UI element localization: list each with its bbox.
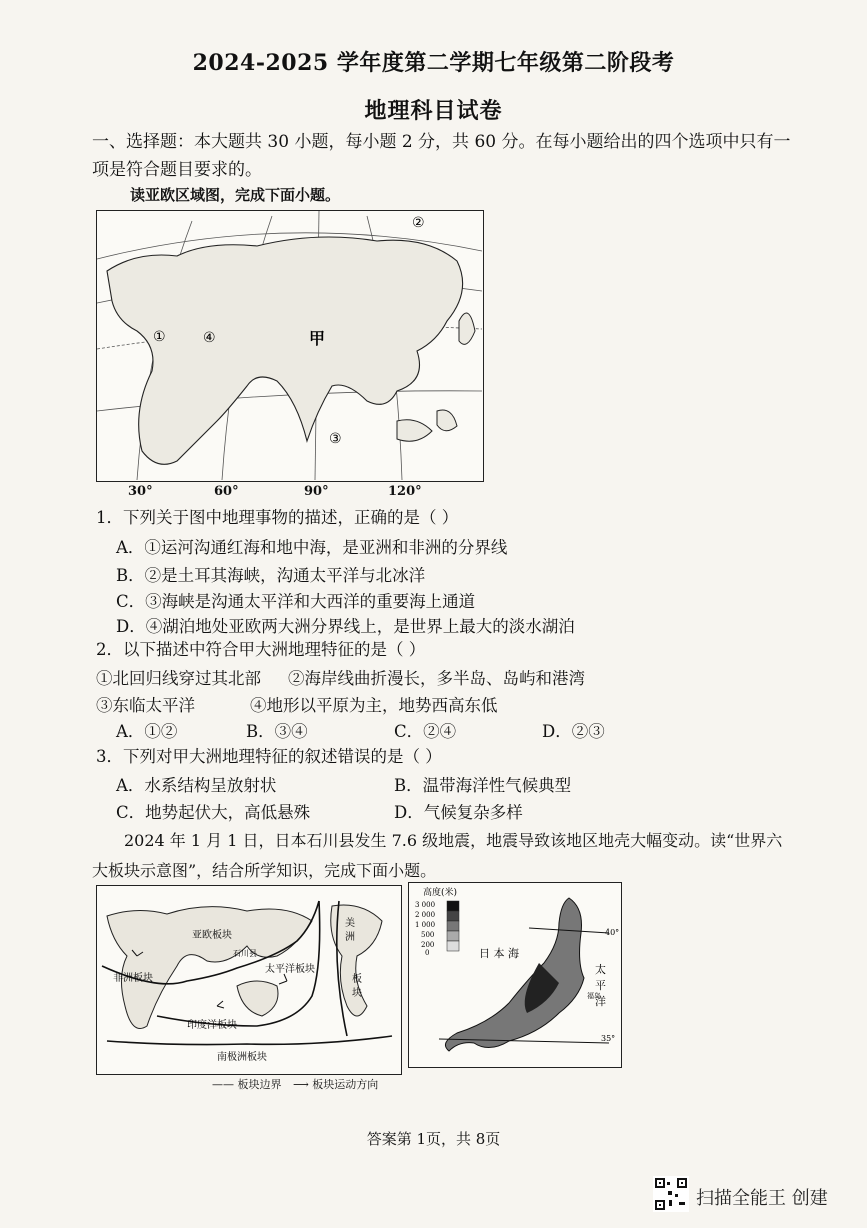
plate-label-america-4: 块	[352, 988, 362, 999]
map1-label-2: ②	[412, 215, 425, 231]
q2-option-b: B．③④	[246, 722, 308, 741]
eurasia-map	[96, 210, 484, 482]
elev-200: 200	[421, 941, 435, 949]
japan-map-drawing	[409, 883, 620, 1066]
q2-option-c: C．②④	[394, 722, 457, 741]
elev-3000: 3 000	[415, 901, 436, 909]
fukushima-label: 福岛	[587, 992, 601, 1000]
elev-2000: 2 000	[415, 911, 436, 919]
plate-label-pacific: 太平洋板块	[265, 964, 315, 975]
map1-label-jia: 甲	[309, 329, 326, 348]
elev-0: 0	[425, 949, 430, 957]
plate-label-america-1: 美	[345, 918, 355, 929]
plate-label-antarctic: 南极洲板块	[217, 1052, 267, 1063]
plates-map-drawing	[97, 886, 400, 1073]
q3-option-a: A．水系结构呈放射状	[116, 776, 277, 795]
q1-option-d: D．④湖泊地处亚欧两大洲分界线上，是世界上最大的淡水湖泊	[116, 617, 575, 636]
pacific-label-2: 平	[595, 979, 606, 992]
question-2-stem: 2．以下描述中符合甲大洲地理特征的是（ ）	[96, 640, 426, 659]
q1-option-a: A．①运河沟通红海和地中海，是亚洲和非洲的分界线	[116, 538, 508, 557]
q2-option-a: A．①②	[116, 722, 178, 741]
q2-item-2: ②海岸线曲折漫长，多半岛、岛屿和港湾	[288, 669, 585, 688]
q3-option-b: B．温带海洋性气候典型	[394, 776, 572, 795]
japan-map	[408, 882, 622, 1068]
question-3-stem: 3．下列对甲大洲地理特征的叙述错误的是（ ）	[96, 747, 442, 766]
sea-of-japan-label: 日 本 海	[479, 947, 519, 960]
q3-option-d: D．气候复杂多样	[394, 803, 523, 822]
plate-label-africa: 非洲板块	[113, 973, 153, 984]
lon-label-90: 90°	[304, 484, 329, 499]
q1-option-b: B．②是土耳其海峡，沟通太平洋与北冰洋	[116, 566, 426, 585]
plate-label-eurasia: 亚欧板块	[192, 930, 232, 941]
page-subtitle: 地理科目试卷	[364, 98, 503, 124]
boundary-legend-line: ——	[212, 1078, 234, 1091]
section-heading: 一、选择题：本大题共 30 小题，每小题 2 分，共 60 分。在每小题给出的四个选项中只有一项是符合题目要求的。	[92, 132, 791, 180]
elevation-legend-title: 高度(米)	[423, 888, 458, 898]
plate-label-america-3: 板	[352, 974, 362, 985]
scanner-watermark: 扫描全能王 创建	[696, 1188, 828, 1209]
pacific-label-3: 洋	[595, 995, 606, 1008]
question-1-stem: 1．下列关于图中地理事物的描述，正确的是（ ）	[96, 508, 459, 527]
elev-1000: 1 000	[415, 921, 436, 929]
eurasia-map-drawing	[97, 211, 482, 480]
lon-label-120: 120°	[388, 484, 422, 499]
motion-legend-label: 板块运动方向	[312, 1078, 379, 1091]
q2-item-1: ①北回归线穿过其北部	[96, 669, 261, 688]
lat-35-label: 35°	[601, 1034, 616, 1043]
elev-500: 500	[421, 931, 435, 939]
boundary-legend-label: 板块边界	[237, 1078, 282, 1091]
motion-legend-arrow: ⟶	[293, 1078, 309, 1091]
plates-legend	[212, 1076, 378, 1092]
plate-label-indian: 印度洋板块	[187, 1020, 237, 1031]
q2-option-d: D．②③	[542, 722, 605, 741]
lon-label-60: 60°	[214, 484, 239, 499]
q2-item-4: ④地形以平原为主，地势西高东低	[250, 696, 498, 715]
q1-option-c: C．③海峡是沟通太平洋和大西洋的重要海上通道	[116, 592, 476, 611]
q2-item-3: ③东临太平洋	[96, 696, 195, 715]
lon-label-30: 30°	[128, 484, 153, 499]
lat-40-label: 40°	[605, 928, 620, 937]
map1-label-3: ③	[329, 431, 342, 447]
map1-label-4: ④	[203, 330, 216, 346]
section-intro: 读亚欧区域图，完成下面小题。	[130, 186, 341, 204]
qr-code-icon	[653, 1176, 689, 1212]
q3-option-c: C．地势起伏大，高低悬殊	[116, 803, 311, 822]
passage-text: 2024 年 1 月 1 日，日本石川县发生 7.6 级地震，地震导致该地区地壳大幅变动。读“世界六大板块示意图”，结合所学知识，完成下面小题。	[92, 831, 783, 880]
shichuan-label: 石川县	[233, 949, 257, 958]
map1-label-1: ①	[153, 329, 166, 345]
page-footer: 答案第 1页，共 8页	[366, 1130, 501, 1148]
plates-map	[96, 885, 402, 1075]
plate-label-america-2: 洲	[345, 932, 355, 943]
page-title: 2024-2025 学年度第二学期七年级第二阶段考	[192, 50, 675, 76]
pacific-label-1: 太	[595, 963, 606, 976]
